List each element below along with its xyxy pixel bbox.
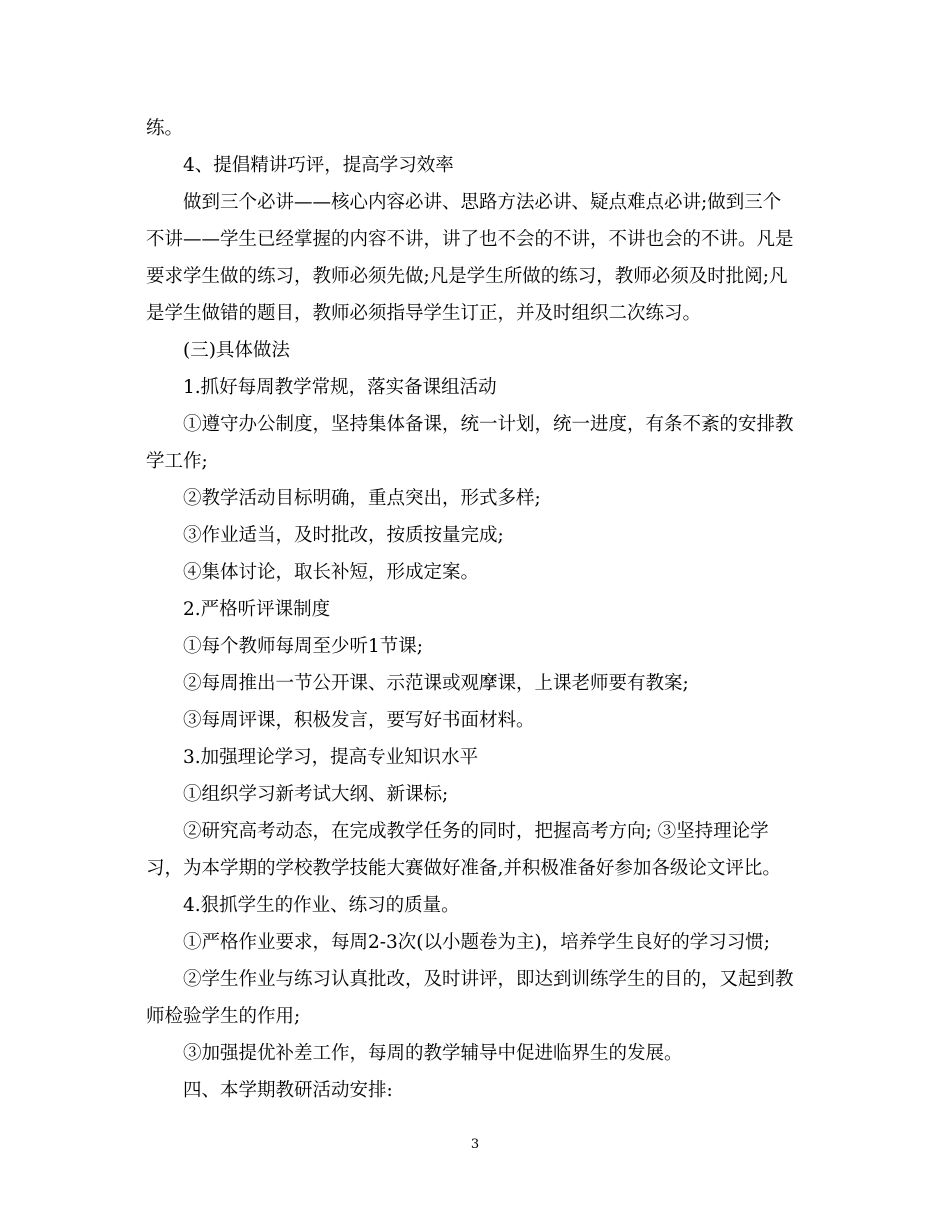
list-item-continuation: 习，为本学期的学校教学技能大赛做好准备,并积极准备好参加各级论文评比。 [146,858,781,879]
paragraph-line: 要求学生做的练习，教师必须先做;凡是学生所做的练习，教师必须及时批阅;凡 [146,266,788,287]
list-item: ②教学活动目标明确，重点突出，形式多样; [183,488,541,509]
list-item: ②学生作业与练习认真批改，及时讲评，即达到训练学生的目的，又起到教 [183,969,794,990]
subsection-heading: 4.狠抓学生的作业、练习的质量。 [183,895,460,916]
list-item: ①每个教师每周至少听1节课; [183,636,424,657]
paragraph-line: 不讲——学生已经掌握的内容不讲，讲了也不会的不讲，不讲也会的不讲。凡是 [146,229,794,250]
text-line: 练。 [146,118,184,139]
section-heading: (三)具体做法 [183,340,290,361]
subsection-heading: 1.抓好每周教学常规，落实备课组活动 [183,377,497,398]
list-item: ①遵守办公制度，坚持集体备课，统一计划，统一进度，有条不紊的安排教 [183,414,794,435]
paragraph-line: 做到三个必讲——核心内容必讲、思路方法必讲、疑点难点必讲;做到三个 [183,192,782,213]
list-item: ③加强提优补差工作，每周的教学辅导中促进临界生的发展。 [183,1043,683,1064]
document-body [146,110,806,1109]
subsection-heading: 2.严格听评课制度 [183,599,331,620]
list-item: ①组织学习新考试大纲、新课标; [183,784,449,805]
list-item: ③每周评课，积极发言，要写好书面材料。 [183,710,535,731]
subsection-heading: 3.加强理论学习，提高专业知识水平 [183,747,479,768]
list-item: ③作业适当，及时批改，按质按量完成; [183,525,504,546]
page-number: 3 [470,1137,480,1152]
paragraph-line: 是学生做错的题目，教师必须指导学生订正，并及时组织二次练习。 [146,303,702,324]
list-item: ④集体讨论，取长补短，形成定案。 [183,562,480,583]
list-item: ②研究高考动态，在完成教学任务的同时，把握高考方向; ③坚持理论学 [183,821,769,842]
list-item: ②每周推出一节公开课、示范课或观摩课，上课老师要有教案; [183,673,689,694]
list-item: ①严格作业要求，每周2-3次(以小题卷为主)，培养学生良好的学习习惯; [183,932,770,953]
list-item-continuation: 学工作; [146,451,208,472]
section-heading: 四、本学期教研活动安排: [183,1080,393,1101]
section-heading: 4、提倡精讲巧评，提高学习效率 [183,155,454,176]
list-item-continuation: 师检验学生的作用; [146,1006,301,1027]
